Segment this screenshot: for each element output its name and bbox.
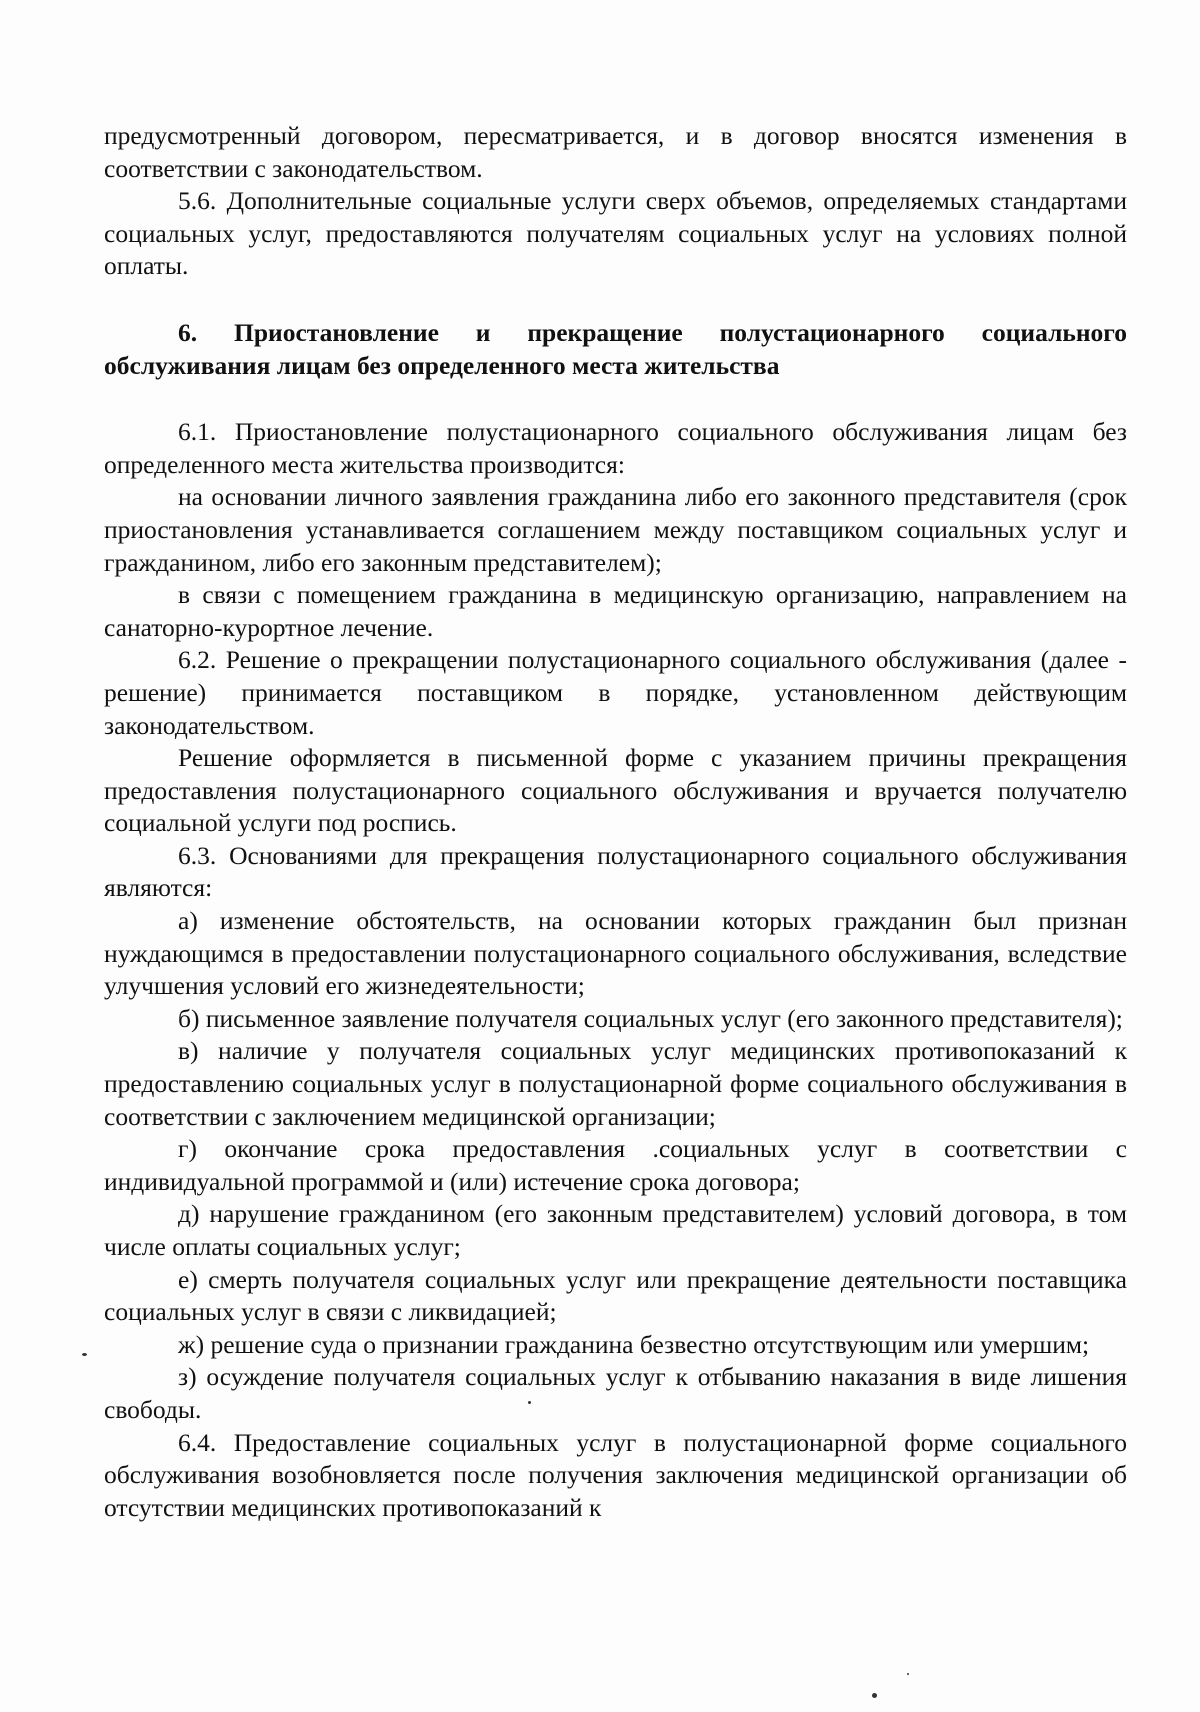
- paragraph-6-1-item-1: на основании личного заявления гражданина либо его законного представителя (срок приостановления устанавливается соглашением между поставщиком социальных услуг и гражданином, либо его законным представителем);: [104, 482, 1127, 577]
- paragraph-6-3-e: е) смерть получателя социальных услуг или прекращение деятельности поставщика социальных услуг в связи с ликвидацией;: [104, 1264, 1127, 1327]
- paragraph-6-1: 6.1. Приостановление полустационарного социального обслуживания лицам без определенного места жительства производится:: [104, 417, 1127, 479]
- paragraph-6-3-g: г) окончание срока предоставления .социальных услуг в соответствии с индивидуальной программой и (или) истечение срока договора;: [104, 1134, 1127, 1196]
- paragraph-6-3-a: а) изменение обстоятельств, на основании которых гражданин был признан нуждающимся в предоставлении полустационарного социального обслуживания, вследствие улучшения условий его жизнедеятельности;: [104, 906, 1127, 1001]
- paragraph-6-4: 6.4. Предоставление социальных услуг в полустационарной форме социального обслуживания возобновляется после получения заключения медицинской организации об отсутствии медицинских противопоказаний к: [104, 1427, 1127, 1522]
- scan-speck: [528, 1401, 531, 1404]
- paragraph-6-3-b: б) письменное заявление получателя социальных услуг (его законного представителя);: [178, 1003, 1123, 1033]
- paragraph-6-3-z: з) осуждение получателя социальных услуг к отбыванию наказания в виде лишения свободы.: [104, 1362, 1127, 1424]
- paragraph-6-1-item-2: в связи с помещением гражданина в медицинскую организацию, направлением на санаторно-курортное лечение.: [104, 580, 1127, 642]
- scan-speck: [872, 1693, 877, 1698]
- paragraph-5-6: 5.6. Дополнительные социальные услуги сверх объемов, определяемых стандартами социальных услуг, предоставляются получателям социальных услуг на условиях полной оплаты.: [104, 186, 1127, 281]
- paragraph-continuation: предусмотренный договором, пересматривается, и в договор вносятся изменения в соответствии с законодательством.: [104, 121, 1127, 183]
- paragraph-6-3-d: д) нарушение гражданином (его законным представителем) условий договора, в том числе оплаты социальных услуг;: [104, 1199, 1127, 1261]
- scan-speck: [82, 1353, 87, 1356]
- section-heading-6: 6. Приостановление и прекращение полустационарного социального обслуживания лицам без определенного места жительства: [104, 317, 1127, 380]
- paragraph-6-2-decision: Решение оформляется в письменной форме с указанием причины прекращения предоставления полустационарного социального обслуживания и вручается получателю социальной услуги под роспись.: [104, 743, 1127, 838]
- paragraph-6-3-zh: ж) решение суда о признании гражданина безвестно отсутствующим или умершим;: [178, 1329, 1090, 1359]
- scan-speck: [907, 1673, 909, 1675]
- document-body: [104, 120, 1127, 1524]
- paragraph-6-2: 6.2. Решение о прекращении полустационарного социального обслуживания (далее - решение) принимается поставщиком в порядке, установленном действующим законодательством.: [104, 645, 1127, 740]
- paragraph-6-3: 6.3. Основаниями для прекращения полустационарного социального обслуживания являются:: [104, 840, 1127, 903]
- paragraph-6-3-v: в) наличие у получателя социальных услуг медицинских противопоказаний к предоставлению социальных услуг в полустационарной форме социального обслуживания в соответствии с заключением медицинской организации;: [104, 1036, 1127, 1131]
